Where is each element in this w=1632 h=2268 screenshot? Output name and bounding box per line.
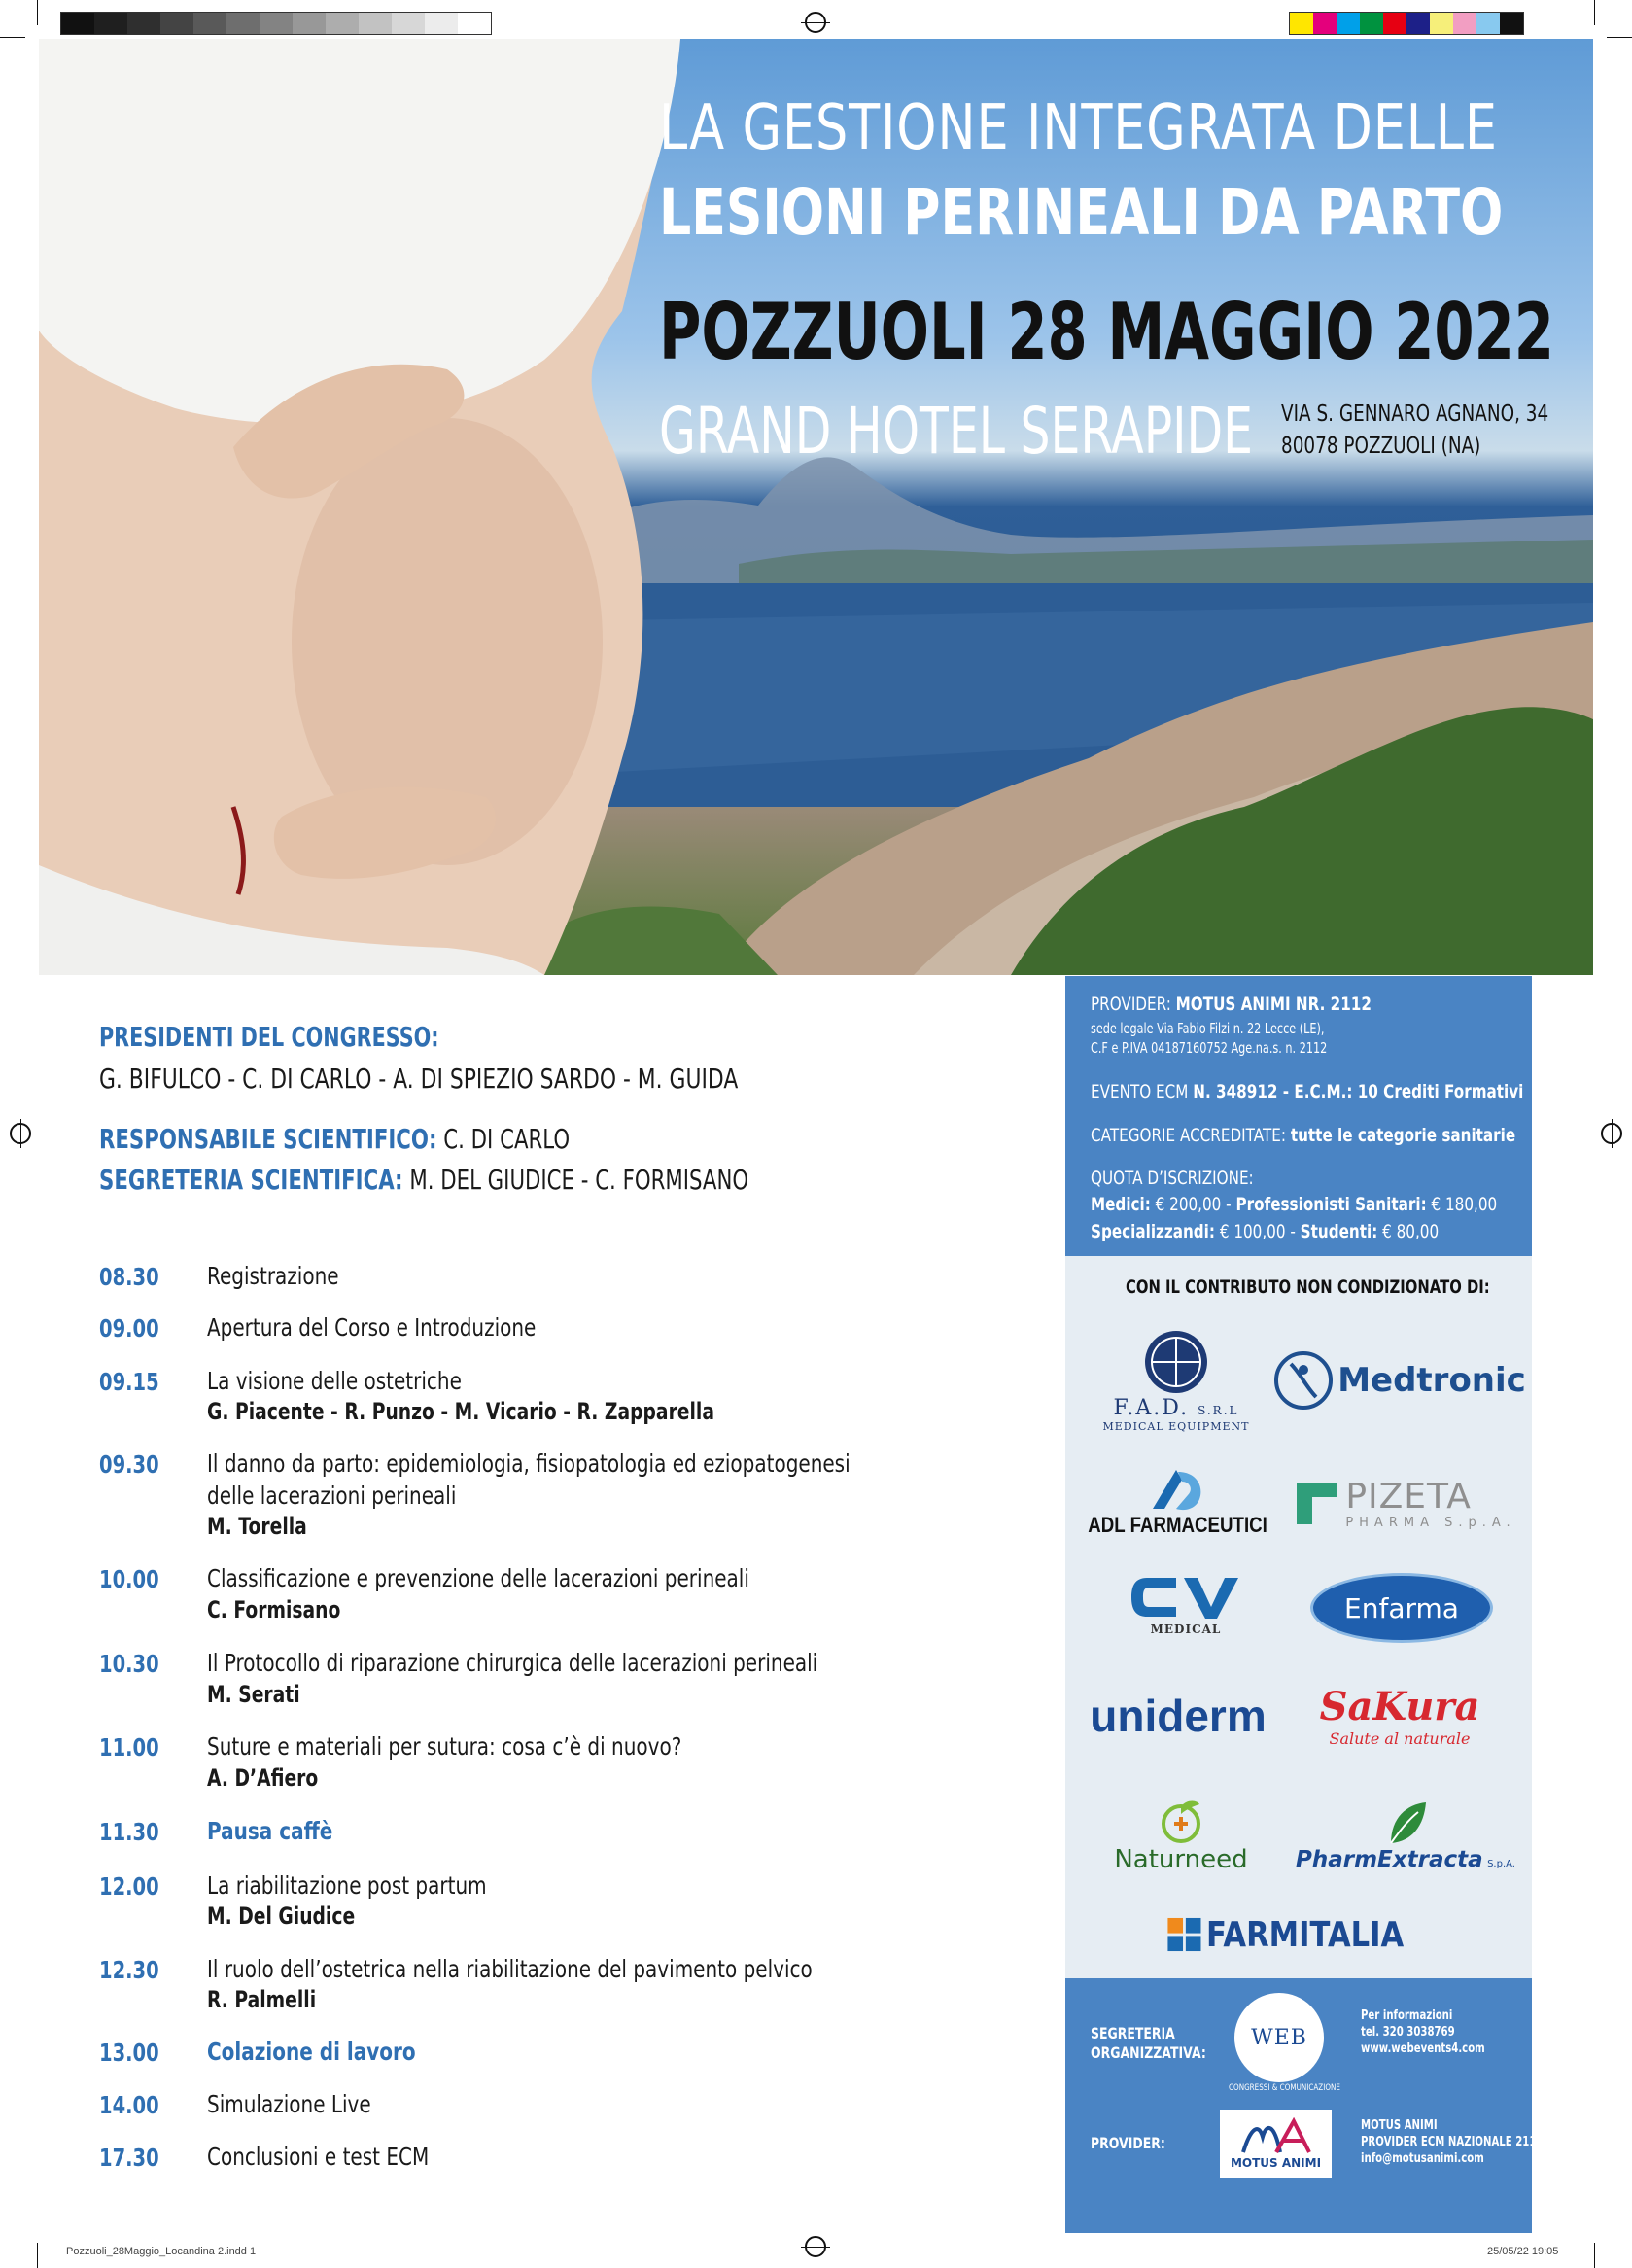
venue-name: GRAND HOTEL SERAPIDE <box>659 394 1254 469</box>
pharmextracta-text-block <box>1296 1847 1515 1872</box>
fee-amount: € 80,00 <box>1382 1221 1440 1242</box>
pizeta-text: PIZETA <box>1345 1476 1472 1517</box>
print-slug-date: 25/05/22 19:05 <box>1487 2246 1559 2257</box>
provider-line <box>1091 994 1372 1015</box>
info-contact <box>1361 2007 1485 2057</box>
web-logo <box>1234 1993 1324 2082</box>
event-title-line2: LESIONI PERINEALI DA PARTO <box>659 175 1504 250</box>
scientific-secretariat <box>99 1164 748 1196</box>
fee-line-1 <box>1091 1194 1497 1215</box>
provider-label-bottom: PROVIDER: <box>1091 2134 1165 2152</box>
program-title: Simulazione Live <box>207 2090 371 2118</box>
registration-mark-bottom <box>805 2236 826 2257</box>
program-title: Registrazione <box>207 1262 339 1290</box>
provider-value: MOTUS ANIMI NR. 2112 <box>1175 994 1372 1015</box>
cv-subtitle: MEDICAL <box>1150 1622 1222 1636</box>
sakura-text: SaKura <box>1319 1684 1480 1729</box>
fee-category: Professionisti Sanitari: <box>1235 1194 1427 1215</box>
program-break: Colazione di lavoro <box>207 2038 416 2066</box>
provider-line: PROVIDER ECM NAZIONALE 2112 <box>1361 2135 1544 2149</box>
program-speaker: M. Serati <box>207 1681 300 1708</box>
motus-animi-text: MOTUS ANIMI <box>1230 2156 1322 2170</box>
adl-logo <box>1081 1458 1275 1546</box>
fee-amount: € 100,00 - <box>1219 1221 1296 1242</box>
program-speaker: C. Formisano <box>207 1596 341 1623</box>
fad-emblem-icon <box>1139 1328 1213 1396</box>
ecm-event-line <box>1091 1081 1523 1102</box>
fee-label: QUOTA D’ISCRIZIONE: <box>1091 1168 1254 1189</box>
scientific-lead <box>99 1123 570 1155</box>
venue-address <box>1281 399 1548 463</box>
sponsors-heading: CON IL CONTRIBUTO NON CONDIZIONATO DI: <box>1126 1276 1490 1298</box>
program-title: Classificazione e prevenzione delle lacerazioni perineali <box>207 1564 749 1592</box>
crop-mark <box>1607 37 1632 38</box>
program-time: 09.30 <box>99 1450 159 1479</box>
program-time: 09.15 <box>99 1368 159 1396</box>
provider-line: info@motusanimi.com <box>1361 2151 1484 2166</box>
motus-animi-logo <box>1220 2110 1332 2178</box>
cv-emblem-icon <box>1128 1572 1244 1622</box>
program-speaker: G. Piacente - R. Punzo - M. Vicario - R. Zapparella <box>207 1398 714 1425</box>
fad-logo <box>1089 1322 1264 1439</box>
farmitalia-emblem-icon <box>1166 1909 1202 1960</box>
program-time: 13.00 <box>99 2039 159 2067</box>
fee-category: Specializzandi: <box>1091 1221 1215 1242</box>
fad-name <box>1114 1396 1239 1420</box>
program-title: Il danno da parto: epidemiologia, fisiopatologia ed eziopatogenesi <box>207 1449 851 1478</box>
motus-animi-emblem-icon <box>1237 2117 1315 2156</box>
adl-text: ADL FARMACEUTICI <box>1088 1513 1268 1537</box>
pharmextracta-suffix: S.p.A. <box>1487 1858 1515 1869</box>
web-logo-subtitle: CONGRESSI & COMUNICAZIONE <box>1229 2083 1340 2093</box>
secretariat-names: M. DEL GIUDICE - C. FORMISANO <box>409 1164 749 1196</box>
cv-medical-logo <box>1118 1565 1254 1643</box>
event-date-location: POZZUOLI 28 MAGGIO 2022 <box>659 287 1554 377</box>
program-title: La riabilitazione post partum <box>207 1871 487 1900</box>
web-logo-text: WEB <box>1251 2025 1307 2050</box>
enfarma-text: Enfarma <box>1344 1591 1459 1624</box>
crop-mark <box>0 37 25 38</box>
program-time: 11.30 <box>99 1818 159 1846</box>
crop-mark <box>1594 2243 1595 2268</box>
fad-name-text: F.A.D. <box>1113 1396 1190 1420</box>
crop-mark <box>1594 0 1595 25</box>
registration-mark-left <box>10 1123 31 1144</box>
fad-srl: S.R.L <box>1198 1404 1239 1417</box>
pharmextracta-text: PharmExtracta <box>1296 1846 1483 1872</box>
color-calibration-bar <box>1289 12 1524 35</box>
print-slug-file: Pozzuoli_28Maggio_Locandina 2.indd 1 <box>66 2246 257 2257</box>
farmitalia-text: FARMITALIA <box>1205 1914 1405 1955</box>
program-title: Suture e materiali per sutura: cosa c’è di nuovo? <box>207 1732 682 1761</box>
program-speaker: M. Torella <box>207 1513 307 1540</box>
medtronic-logo <box>1273 1346 1526 1414</box>
program-speaker: A. D’Afiero <box>207 1764 319 1792</box>
naturneed-logo <box>1089 1789 1273 1881</box>
provider-address: sede legale Via Fabio Filzi n. 22 Lecce (LE), <box>1091 1020 1325 1037</box>
program-speaker: M. Del Giudice <box>207 1902 356 1930</box>
program-time: 08.30 <box>99 1263 159 1291</box>
pizeta-text-block <box>1345 1476 1516 1530</box>
farmitalia-logo <box>1166 1905 1439 1964</box>
label-line: SEGRETERIA <box>1091 2024 1175 2042</box>
naturneed-text: Naturneed <box>1114 1844 1248 1874</box>
pharmextracta-leaf-icon <box>1381 1798 1430 1847</box>
program-time: 11.00 <box>99 1733 159 1762</box>
scientific-name: C. DI CARLO <box>443 1123 571 1155</box>
categories-line <box>1091 1125 1515 1146</box>
fee-amount: € 180,00 <box>1431 1194 1498 1215</box>
categories-label: CATEGORIE ACCREDITATE: <box>1091 1125 1286 1146</box>
adl-emblem-icon <box>1149 1466 1207 1513</box>
grayscale-calibration-bar <box>60 12 492 35</box>
pharmextracta-logo <box>1289 1789 1522 1881</box>
address-line: 80078 POZZUOLI (NA) <box>1281 434 1481 459</box>
program-time: 14.00 <box>99 2091 159 2119</box>
label-line: ORGANIZZATIVA: <box>1091 2043 1206 2062</box>
program-time: 09.00 <box>99 1314 159 1343</box>
program-title-cont: delle lacerazioni perineali <box>207 1482 457 1510</box>
program-time: 10.30 <box>99 1650 159 1678</box>
program-time: 12.00 <box>99 1872 159 1901</box>
registration-mark-right <box>1601 1123 1622 1144</box>
registration-mark-top <box>805 12 826 33</box>
program-title: Il ruolo dell’ostetrica nella riabilitazione del pavimento pelvico <box>207 1955 813 1983</box>
program-title: Conclusioni e test ECM <box>207 2143 430 2171</box>
medtronic-emblem-icon <box>1273 1350 1334 1411</box>
program-break: Pausa caffè <box>207 1817 333 1845</box>
provider-line: MOTUS ANIMI <box>1361 2118 1438 2133</box>
program-title: Il Protocollo di riparazione chirurgica delle lacerazioni perineali <box>207 1649 818 1677</box>
program-time: 17.30 <box>99 2144 159 2172</box>
provider-label: PROVIDER: <box>1091 994 1171 1015</box>
pizeta-logo <box>1283 1470 1526 1538</box>
fee-category: Medici: <box>1091 1194 1151 1215</box>
ecm-label: EVENTO ECM <box>1091 1081 1189 1102</box>
presidents-names: G. BIFULCO - C. DI CARLO - A. DI SPIEZIO SARDO - M. GUIDA <box>99 1063 739 1095</box>
address-line: VIA S. GENNARO AGNANO, 34 <box>1281 401 1549 427</box>
sakura-subtitle: Salute al naturale <box>1329 1729 1471 1748</box>
crop-mark <box>37 2243 38 2268</box>
presidents-label: PRESIDENTI DEL CONGRESSO: <box>99 1021 439 1053</box>
info-line: Per informazioni <box>1361 2008 1453 2023</box>
secretariat-label: SEGRETERIA SCIENTIFICA: <box>99 1164 403 1196</box>
ecm-value: N. 348912 - E.C.M.: 10 Crediti Formativi <box>1193 1081 1524 1102</box>
medtronic-text: Medtronic <box>1337 1361 1526 1400</box>
scientific-label: RESPONSABILE SCIENTIFICO: <box>99 1123 437 1155</box>
program-title: Apertura del Corso e Introduzione <box>207 1313 537 1342</box>
program-title: La visione delle ostetriche <box>207 1367 462 1395</box>
enfarma-logo <box>1310 1573 1493 1643</box>
fad-subtitle: MEDICAL EQUIPMENT <box>1102 1420 1250 1433</box>
info-line: tel. 320 3038769 <box>1361 2025 1455 2040</box>
provider-vat: C.F e P.IVA 04187160752 Age.na.s. n. 2112 <box>1091 1039 1328 1057</box>
pizeta-subtitle: PHARMA S.p.A. <box>1345 1515 1516 1530</box>
secretariat-org-label <box>1091 2024 1206 2063</box>
info-line: www.webevents4.com <box>1361 2041 1485 2056</box>
program-time: 12.30 <box>99 1956 159 1984</box>
event-title-line1: LA GESTIONE INTEGRATA DELLE <box>659 92 1498 164</box>
fee-line-2 <box>1091 1221 1439 1242</box>
uniderm-text: uniderm <box>1090 1691 1267 1741</box>
sakura-logo <box>1302 1672 1497 1760</box>
program-time: 10.00 <box>99 1565 159 1593</box>
pizeta-emblem-icon <box>1293 1480 1341 1528</box>
fee-amount: € 200,00 - <box>1155 1194 1232 1215</box>
program-speaker: R. Palmelli <box>207 1986 317 2013</box>
uniderm-logo <box>1081 1687 1275 1745</box>
categories-value: tutte le categorie sanitarie <box>1290 1125 1516 1146</box>
fee-category: Studenti: <box>1300 1221 1378 1242</box>
provider-contact <box>1361 2117 1543 2167</box>
naturneed-leaf-icon <box>1157 1797 1205 1845</box>
crop-mark <box>37 0 38 25</box>
